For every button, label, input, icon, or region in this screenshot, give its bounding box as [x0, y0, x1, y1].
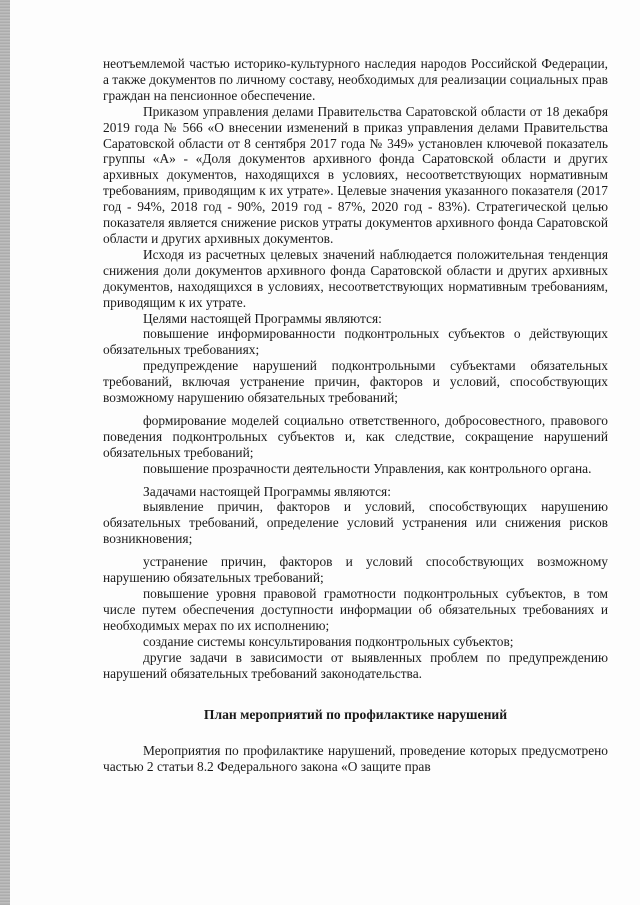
task-item-elimination: устранение причин, факторов и условий способствующих возможному нарушению обязательных требований; — [103, 554, 608, 586]
task-item-other: другие задачи в зависимости от выявленных проблем по предупреждению нарушений обязательных требований законодательства. — [103, 649, 608, 681]
task-item-legal-literacy: повышение уровня правовой грамотности подконтрольных субъектов, в том числе путем обеспечения доступности информации об обязательных требованиях и необходимых мерах по их исполнению; — [103, 586, 608, 633]
task-item-identification: выявление причин, факторов и условий, способствующих нарушению обязательных требований, определение условий устранения или снижения рисков возникновения; — [103, 499, 608, 547]
task-item-consulting: создание системы консультирования подконтрольных субъектов; — [143, 633, 514, 649]
goal-item-behavior-models: формирование моделей социально ответственного, добросовестного, правового поведения подконтрольных субъектов и, как следствие, сокращение нарушений обязательных требований; — [103, 412, 608, 460]
paragraph-continuation: неотъемлемой частью историко-культурного наследия народов Российской Федерации, а также документов по личному составу, необходимых для реализации социальных прав граждан на пенсионное обеспечение. — [103, 56, 608, 103]
paragraph-measures: Мероприятия по профилактике нарушений, проведение которых предусмотрено частью 2 статьи 8.2 Федерального закона «О защите прав — [103, 743, 608, 775]
paragraph-target-trend: Исходя из расчетных целевых значений наблюдается положительная тенденция снижения доли документов архивного фонда Саратовской области и других архивных документов, находящихся в условиях, несоответствующих нормативным требованиям, приводящим к их утрате. — [103, 246, 608, 310]
goal-item-transparency: повышение прозрачности деятельности Управления, как контрольного органа. — [143, 460, 592, 476]
paragraph-order-566: Приказом управления делами Правительства Саратовской области от 18 декабря 2019 года № 566 «О внесении изменений в приказ управления делами Правительства Саратовской области от 8 сентября 2017 года № 349» установлен ключевой показатель группы «А» - «Доля документов архивного фонда Саратовской области и других архивных документов, находящихся в условиях, несоответствующих нормативным требованиям, приводящим к их утрате». Целевые значения указанного показателя (2017 год - 94%, 2018 год - 90%, 2019 год - 87%, 2020 год - 83%). Стратегической целью показателя является снижение рисков утраты документов архивного фонда Саратовской области и других архивных документов. — [103, 103, 608, 246]
paragraph-tasks-intro: Задачами настоящей Программы являются: — [143, 483, 391, 499]
goal-item-prevention: предупреждение нарушений подконтрольными субъектами обязательных требований, включая устранение причин, факторов и условий, способствующих возможному нарушению обязательных требований; — [103, 358, 608, 406]
section-heading: План мероприятий по профилактике нарушений — [203, 707, 508, 723]
paragraph-goals-intro: Целями настоящей Программы являются: — [143, 310, 382, 326]
goal-item-informing: повышение информированности подконтрольных субъектов о действующих обязательных требованиях; — [103, 326, 608, 358]
document-body — [103, 56, 608, 775]
scan-edge-strip — [0, 0, 10, 905]
